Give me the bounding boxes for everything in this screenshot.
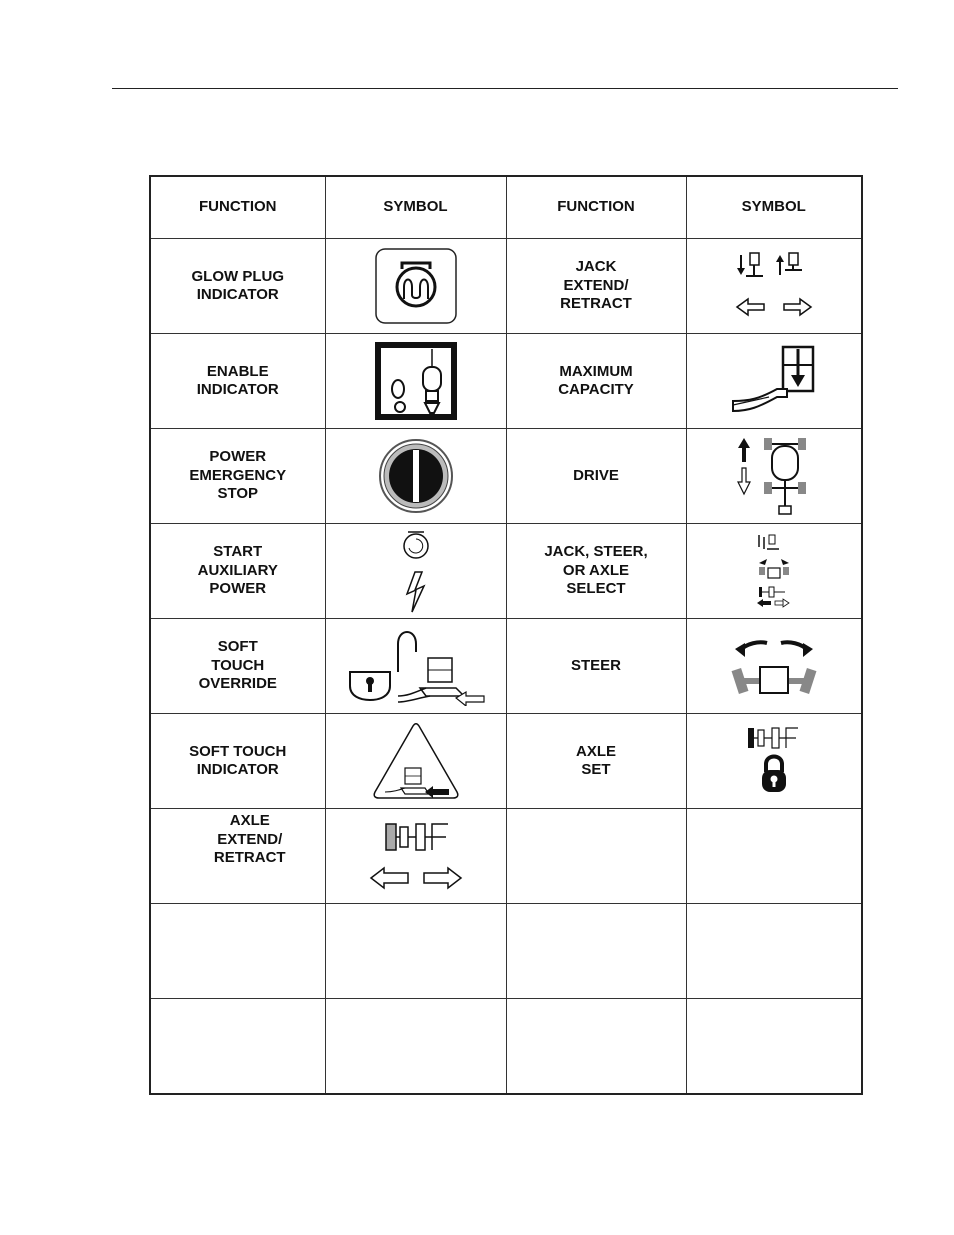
enable-indicator-icon xyxy=(374,341,458,421)
symbol-cell xyxy=(325,714,506,809)
symbol-cell xyxy=(686,334,862,429)
function-label: AXLE SET xyxy=(575,742,616,778)
function-label: SOFT TOUCH OVERRIDE xyxy=(198,638,277,693)
symbol-cell xyxy=(325,334,506,429)
glow-plug-icon xyxy=(374,247,458,325)
function-cell xyxy=(506,619,686,714)
function-cell xyxy=(150,714,325,809)
function-cell xyxy=(506,999,686,1095)
symbol-cell xyxy=(686,524,862,619)
symbol-cell xyxy=(686,239,862,334)
function-cell xyxy=(506,524,686,619)
table-row xyxy=(150,429,862,524)
function-cell xyxy=(506,334,686,429)
header-row xyxy=(150,176,862,239)
function-label: GLOW PLUG INDICATOR xyxy=(191,267,284,303)
table-row xyxy=(150,524,862,619)
function-cell xyxy=(150,809,325,904)
table-row xyxy=(150,239,862,334)
symbol-cell xyxy=(325,809,506,904)
table-row xyxy=(150,619,862,714)
axle-set-icon xyxy=(744,724,804,798)
table-row xyxy=(150,714,862,809)
symbol-cell xyxy=(686,714,862,809)
function-label: DRIVE xyxy=(573,466,619,484)
function-cell xyxy=(506,904,686,999)
function-label: STEER xyxy=(570,656,621,674)
symbol-cell xyxy=(686,809,862,904)
function-cell xyxy=(506,239,686,334)
function-label: POWER EMERGENCY STOP xyxy=(189,448,287,503)
function-cell xyxy=(506,714,686,809)
function-label: ENABLE INDICATOR xyxy=(196,362,279,398)
symbol-cell xyxy=(325,524,506,619)
function-cell xyxy=(150,619,325,714)
function-cell xyxy=(150,524,325,619)
symbol-cell xyxy=(686,904,862,999)
function-cell xyxy=(150,999,325,1095)
header-rule xyxy=(112,88,898,89)
symbol-header: SYMBOL xyxy=(325,176,506,239)
function-cell xyxy=(150,904,325,999)
function-cell xyxy=(150,239,325,334)
steer-icon xyxy=(731,635,817,697)
jack-steer-axle-select-icon xyxy=(749,533,799,609)
table-row xyxy=(150,809,862,904)
function-label: MAXIMUM CAPACITY xyxy=(558,362,634,398)
function-label: START AUXILIARY POWER xyxy=(197,543,278,598)
symbol-cell xyxy=(325,619,506,714)
function-label: JACK EXTEND/ RETRACT xyxy=(560,258,632,313)
symbol-table xyxy=(149,175,863,1095)
function-cell xyxy=(506,809,686,904)
table-row xyxy=(150,999,862,1095)
function-label: AXLE EXTEND/ RETRACT xyxy=(213,812,286,867)
axle-extend-retract-icon xyxy=(368,820,464,892)
function-label: JACK, STEER, OR AXLE SELECT xyxy=(544,543,648,598)
emergency-stop-icon xyxy=(378,438,454,514)
function-header: FUNCTION xyxy=(150,176,325,239)
symbol-cell xyxy=(686,999,862,1095)
soft-touch-indicator-icon xyxy=(373,722,459,800)
symbol-cell xyxy=(325,429,506,524)
function-cell xyxy=(506,429,686,524)
symbol-header: SYMBOL xyxy=(686,176,862,239)
function-header: FUNCTION xyxy=(506,176,686,239)
symbol-cell xyxy=(686,619,862,714)
symbol-cell xyxy=(686,429,862,524)
table-row xyxy=(150,904,862,999)
symbol-cell xyxy=(325,239,506,334)
start-auxiliary-power-icon xyxy=(396,528,436,614)
symbol-cell xyxy=(325,904,506,999)
drive-icon xyxy=(736,436,812,516)
soft-touch-override-icon xyxy=(346,626,486,706)
function-cell xyxy=(150,334,325,429)
jack-extend-retract-icon xyxy=(734,250,814,322)
maximum-capacity-icon xyxy=(729,345,819,417)
table-row xyxy=(150,334,862,429)
function-cell xyxy=(150,429,325,524)
symbol-cell xyxy=(325,999,506,1095)
function-label: SOFT TOUCH INDICATOR xyxy=(189,742,287,778)
